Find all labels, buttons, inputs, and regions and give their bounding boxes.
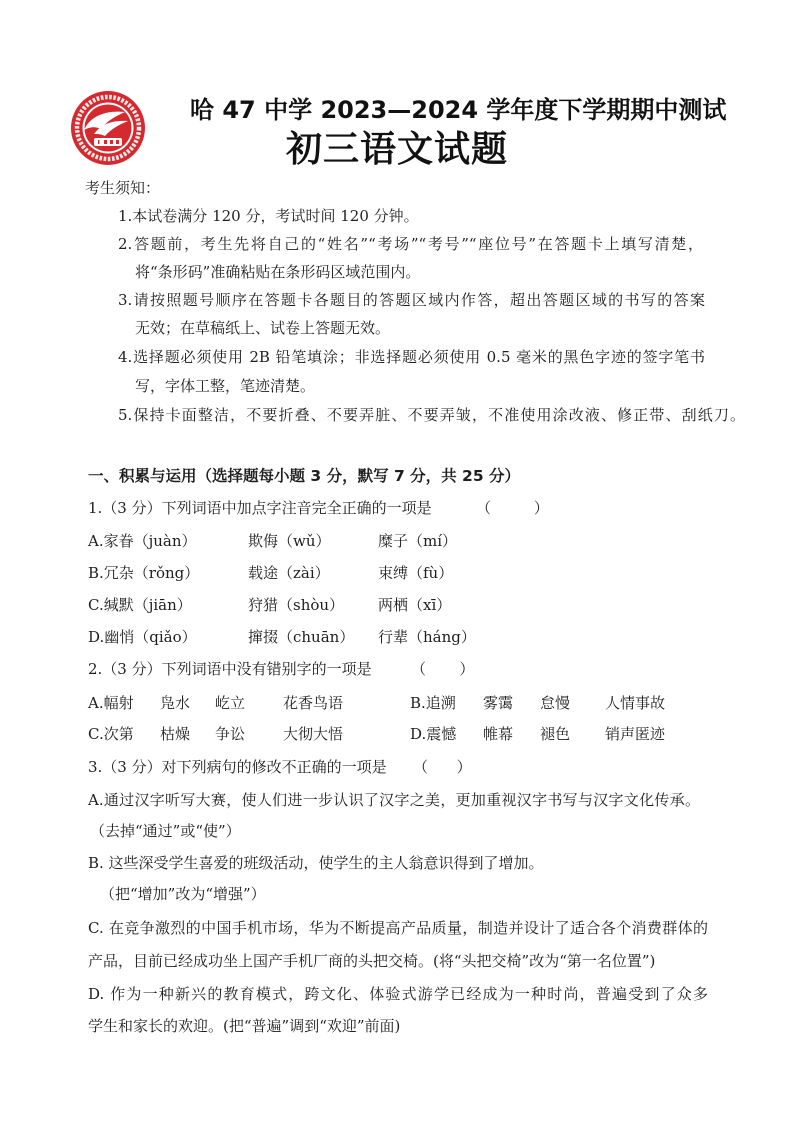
q2-option-c-word-1: C.次第 xyxy=(88,725,134,743)
q3-option-a-text: A.通过汉字听写大赛，使人们进一步认识了汉字之美，更加重视汉字书写与汉字文化传承。 xyxy=(88,791,700,809)
q3-option-d-line-2: 学生和家长的欢迎。(把“普遍”调到“欢迎”前面) xyxy=(88,1017,401,1035)
q2-option-c-word-4: 大彻大悟 xyxy=(283,725,344,743)
q3-option-a-note: （去掉“通过”或“使”） xyxy=(90,822,241,840)
q2-option-c-word-3: 争讼 xyxy=(215,725,246,743)
q1-option-d-word-2: 撺掇（chuān） xyxy=(248,628,355,646)
q1-option-a-word-2: 欺侮（wǔ） xyxy=(248,532,331,550)
q1-option-a-word-1: A.家眷（juàn） xyxy=(88,532,197,550)
question-2-stem: 2.（3 分）下列词语中没有错别字的一项是 xyxy=(88,660,372,678)
notice-item-4-line-2: 写，字体工整，笔迹清楚。 xyxy=(135,377,316,395)
q2-option-b-word-1: B.追溯 xyxy=(410,694,456,712)
q3-option-c-line-2: 产品，目前已经成功坐上国产手机厂商的头把交椅。(将“头把交椅”改为“第一名位置”) xyxy=(88,952,656,970)
q1-option-c-word-2: 狩猎（shòu） xyxy=(248,596,345,614)
notice-item-5: 5.保持卡面整洁，不要折叠、不要弄脏、不要弄皱，不准使用涂改液、修正带、刮纸刀。 xyxy=(118,406,745,424)
question-1-stem: 1.（3 分）下列词语中加点字注音完全正确的一项是 xyxy=(88,499,432,517)
q3-option-d-line-1: D. 作为一种新兴的教育模式，跨文化、体验式游学已经成为一种时尚，普遍受到了众多 xyxy=(88,985,708,1003)
page-title: 哈 47 中学 2023—2024 学年度下学期期中测试 xyxy=(190,96,727,124)
q2-option-d-word-3: 褪色 xyxy=(540,725,571,743)
notice-item-3-line-2: 无效；在草稿纸上、试卷上答题无效。 xyxy=(135,319,391,337)
q2-option-b-word-3: 怠慢 xyxy=(540,694,571,712)
q2-option-a-word-3: 屹立 xyxy=(215,694,246,712)
q2-option-c-word-2: 枯燥 xyxy=(160,725,191,743)
notice-item-4-line-1: 4.选择题必须使用 2B 铅笔填涂；非选择题必须使用 0.5 毫米的黑色字迹的签字笔书 xyxy=(118,348,705,366)
q3-option-c-line-1: C. 在竞争激烈的中国手机市场，华为不断提高产品质量，制造并设计了适合各个消费群体的 xyxy=(88,919,708,937)
q2-option-a-word-1: A.幅射 xyxy=(88,694,134,712)
q1-option-c-word-1: C.缄默（jiān） xyxy=(88,596,192,614)
q1-option-b-word-2: 载途（zài） xyxy=(248,564,330,582)
question-2-answer-bracket: （ ） xyxy=(411,660,475,678)
school-seal-logo-icon xyxy=(70,90,146,166)
notice-heading: 考生须知： xyxy=(85,179,161,197)
q1-option-b-word-1: B.冗杂（rǒng） xyxy=(88,564,200,582)
q3-option-b-note: （把“增加”改为“增强”） xyxy=(100,885,266,903)
q3-option-b-text: B. 这些深受学生喜爱的班级活动，使学生的主人翁意识得到了增加。 xyxy=(88,854,544,872)
q2-option-d-word-2: 帷幕 xyxy=(483,725,514,743)
notice-item-2-line-1: 2.答题前，考生先将自己的“姓名”“考场”“考号”“座位号”在答题卡上填写清楚， xyxy=(118,235,703,253)
q1-option-d-word-1: D.幽悄（qiǎo） xyxy=(88,628,197,646)
q2-option-a-word-2: 凫水 xyxy=(160,694,191,712)
question-3-stem: 3.（3 分）对下列病句的修改不正确的一项是 xyxy=(88,758,387,776)
question-1-answer-bracket: （ ） xyxy=(476,499,549,517)
question-3-answer-bracket: （ ） xyxy=(413,758,472,776)
q1-option-d-word-3: 行辈（háng） xyxy=(378,628,476,646)
notice-item-2-line-2: 将“条形码”准确粘贴在条形码区域范围内。 xyxy=(135,263,421,281)
q1-option-b-word-3: 束缚（fù） xyxy=(378,564,454,582)
section-1-heading: 一、积累与运用（选择题每小题 3 分，默写 7 分，共 25 分） xyxy=(88,467,521,485)
q1-option-a-word-3: 糜子（mí） xyxy=(378,532,458,550)
q1-option-c-word-3: 两栖（xī） xyxy=(378,596,452,614)
notice-item-1: 1.本试卷满分 120 分，考试时间 120 分钟。 xyxy=(118,207,419,225)
q2-option-b-word-4: 人情事故 xyxy=(605,694,666,712)
page-subtitle: 初三语文试题 xyxy=(286,129,509,170)
notice-item-3-line-1: 3.请按照题号顺序在答题卡各题目的答题区域内作答，超出答题区域的书写的答案 xyxy=(118,291,705,309)
q2-option-a-word-4: 花香鸟语 xyxy=(283,694,344,712)
q2-option-d-word-1: D.震憾 xyxy=(410,725,457,743)
q2-option-d-word-4: 销声匿迹 xyxy=(605,725,666,743)
q2-option-b-word-2: 雾霭 xyxy=(483,694,514,712)
